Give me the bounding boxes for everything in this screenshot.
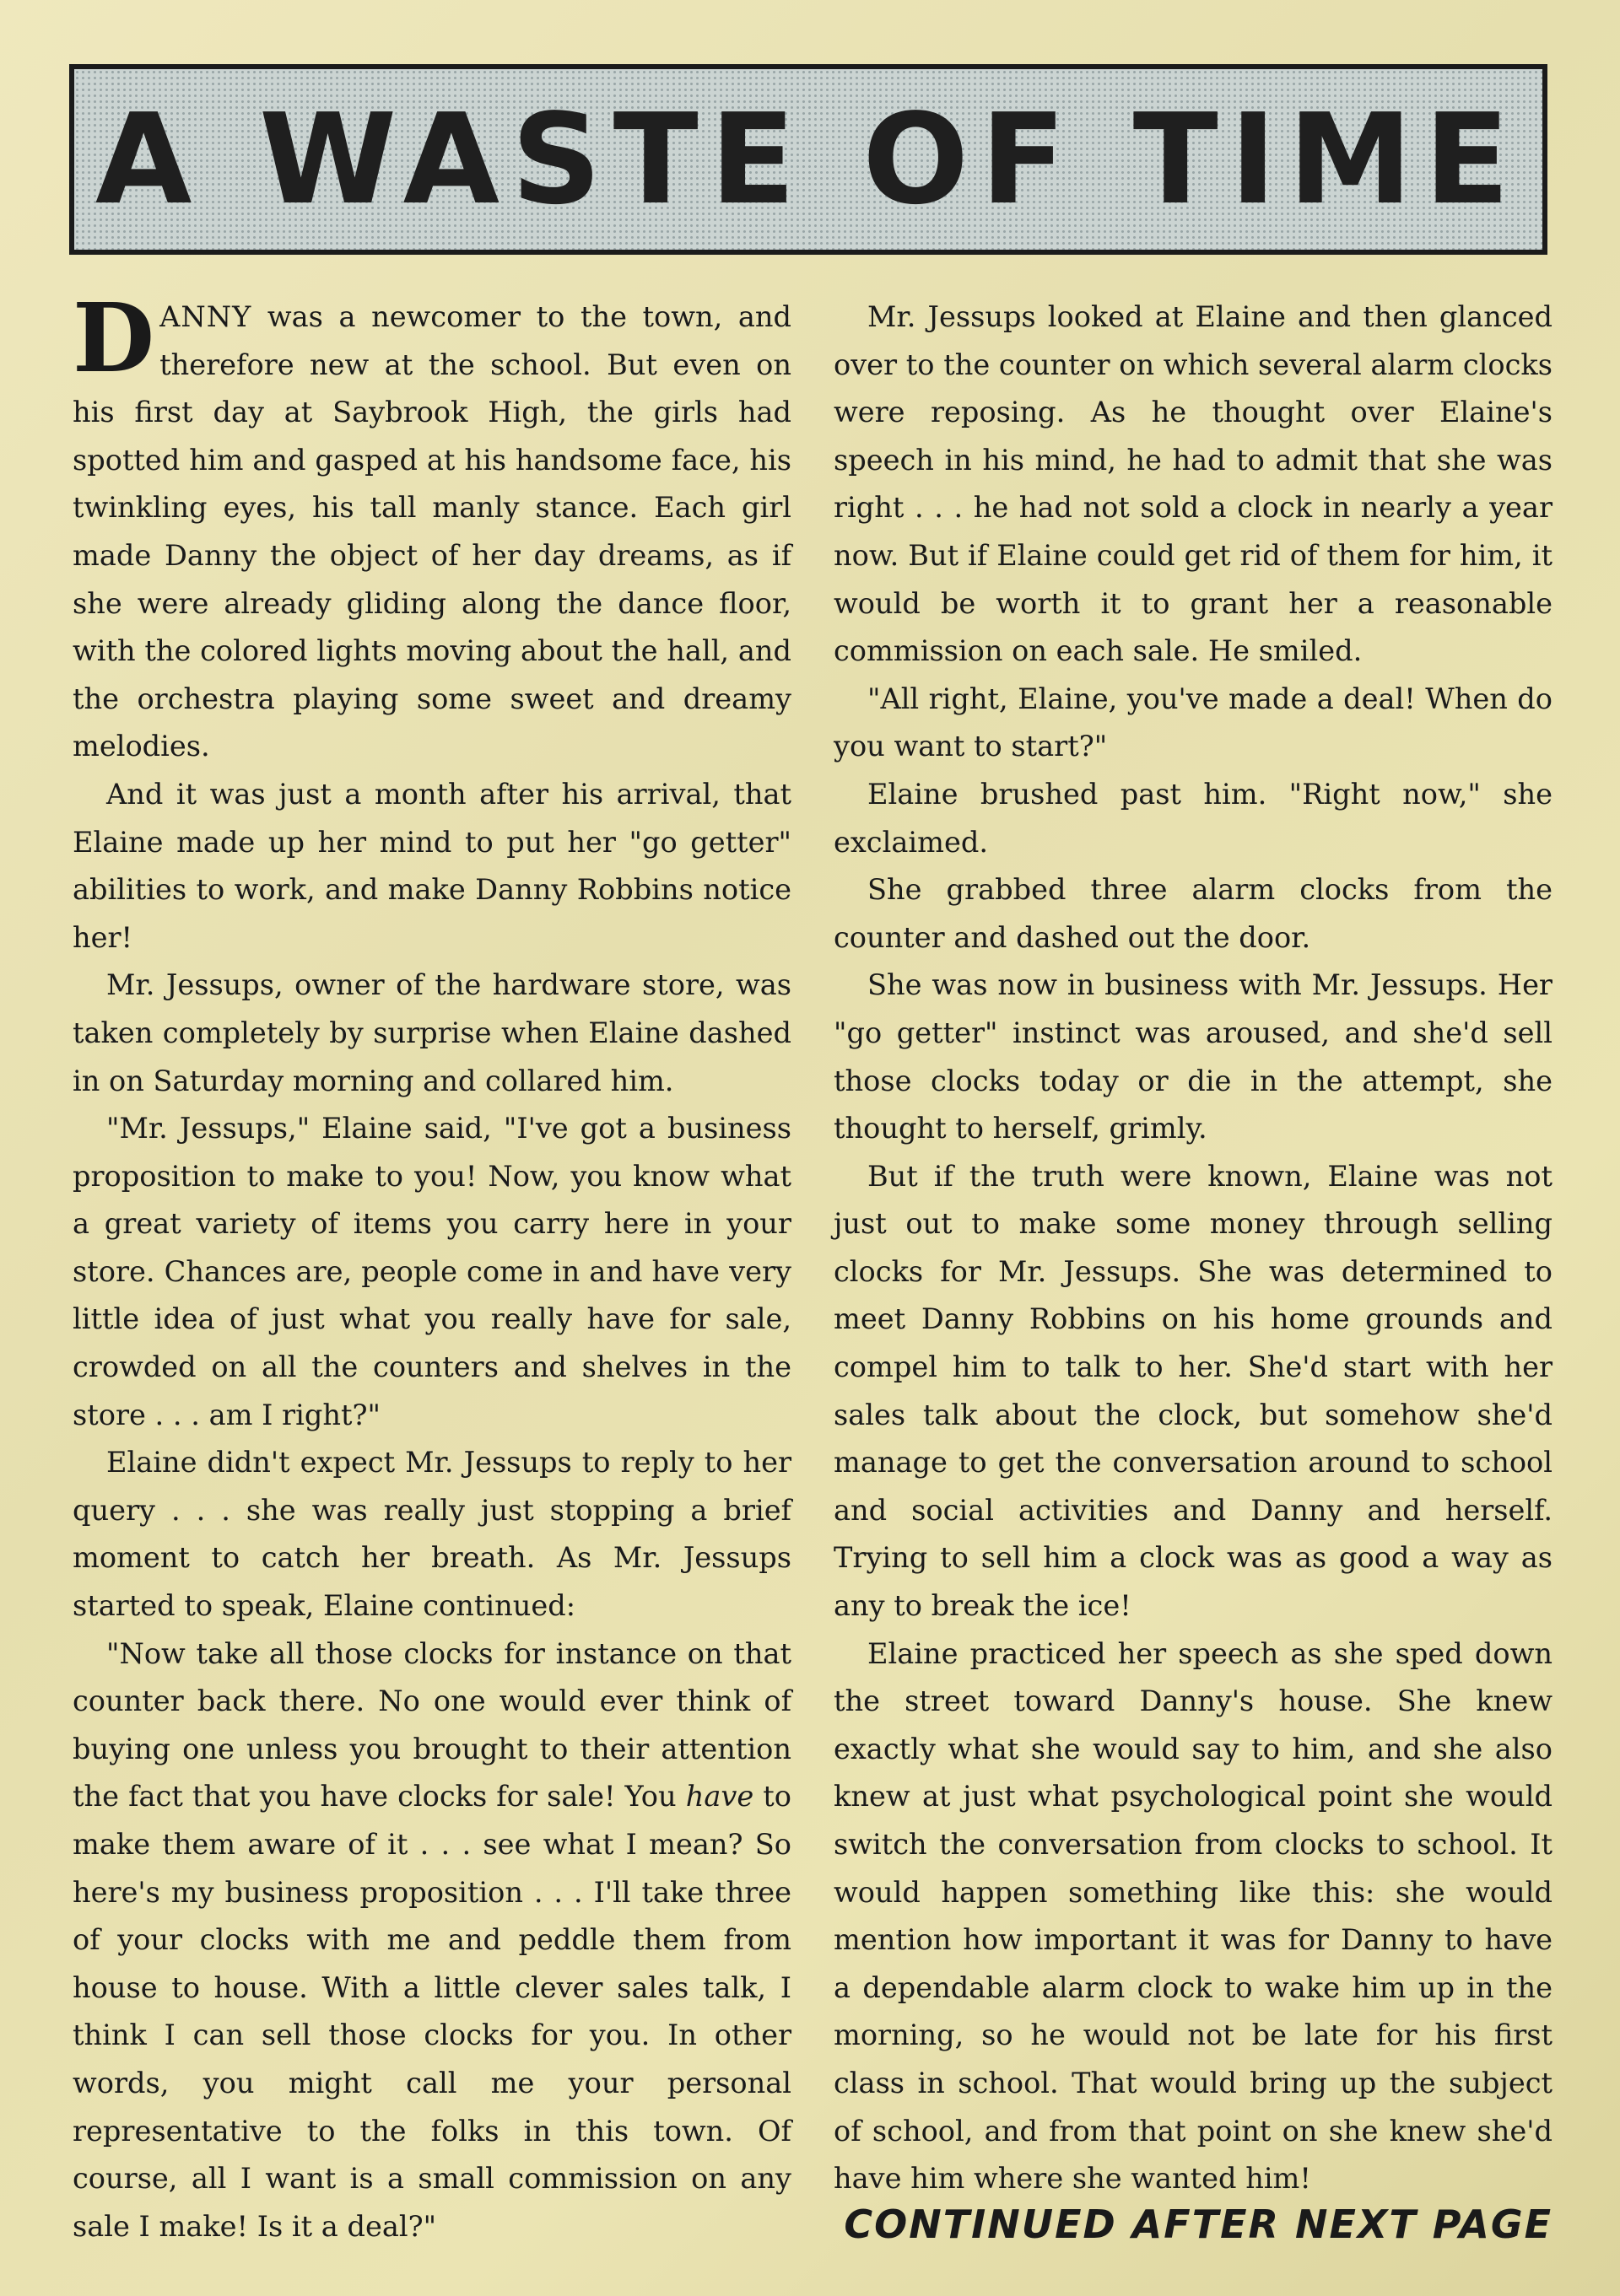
paragraph: And it was just a month after his arrival, that Elaine made up her mind to put her "go getter" abilities to work, and make Danny Robbins notice her! xyxy=(73,777,791,954)
paragraph-text: was a newcomer to the town, and therefore new at the school. But even on his first day at Saybrook High, the girls had spotted him and gasped at his handsome face, his twinkling eyes, his tall manly stance. Each girl made Danny the object of her day dreams, as if she were already gliding along the dance floor, with the colored lights moving about the hall, and the orchestra playing some sweet and dreamy melodies. xyxy=(73,300,791,763)
paragraph: But if the truth were known, Elaine was not just out to make some money through selling clocks for Mr. Jessups. She was determined to meet Danny Robbins on his home grounds and compel him to talk to her. She'd start with her sales talk about the clock, but somehow she'd manage to get the conversation around to school and social activities and Danny and herself. Trying to sell him a clock was as good a way as any to break the ice! xyxy=(834,1159,1552,1623)
paragraph: "All right, Elaine, you've made a deal! When do you want to start?" xyxy=(834,682,1552,763)
continued-footer: CONTINUED AFTER NEXT PAGE xyxy=(844,2202,1552,2247)
title-banner xyxy=(69,64,1547,255)
paragraph-text: "Now take all those clocks for instance on that counter back there. No one would ever think of buying one unless you brought to their attention the fact that you have clocks for sale! You xyxy=(73,1636,791,1814)
drop-cap: D xyxy=(73,283,155,394)
paragraph: Mr. Jessups looked at Elaine and then glanced over to the counter on which several alarm clocks were reposing. As he thought over Elaine's speech in his mind, he had to admit that she was right . . . he had not sold a clock in nearly a year now. But if Elaine could get rid of them for him, it would be worth it to grant her a reasonable commission on each sale. He smiled. xyxy=(834,300,1552,668)
paragraph-text: to make them aware of it . . . see what I mean? So here's my business proposition . . . I'll take three of your clocks with me and peddle them from house to house. With a little clever sales talk, I think I can sell those clocks for you. In other words, you might call me your personal representative to the folks in this town. Of course, all I want is a small commission on any sale I make! Is it a deal?" xyxy=(73,1780,791,2243)
paragraph: "Mr. Jessups," Elaine said, "I've got a business proposition to make to you! Now, you know what a great variety of items you carry here in your store. Chances are, people come in and have very little idea of just what you really have for sale, crowded on all the counters and shelves in the store . . . am I right?" xyxy=(73,1112,791,1431)
paragraph: Elaine brushed past him. "Right now," she exclaimed. xyxy=(834,777,1552,859)
first-word: ANNY xyxy=(159,300,252,333)
paragraph: Elaine didn't expect Mr. Jessups to reply to her query . . . she was really just stopping a brief moment to catch her breath. As Mr. Jessups started to speak, Elaine continued: xyxy=(73,1446,791,1623)
paragraph xyxy=(73,1630,791,2251)
paragraph xyxy=(73,283,791,771)
paragraph: Mr. Jessups, owner of the hardware store, was taken completely by surprise when Elaine dashed in on Saturday morning and collared him. xyxy=(73,968,791,1097)
emphasis-text: have xyxy=(685,1780,754,1814)
story-title: A WASTE OF TIME xyxy=(94,87,1522,232)
paragraph: She was now in business with Mr. Jessups. Her "go getter" instinct was aroused, and she'd sell those clocks today or die in the attempt, she thought to herself, grimly. xyxy=(834,968,1552,1145)
right-column xyxy=(834,294,1552,2203)
paragraph: Elaine practiced her speech as she sped down the street toward Danny's house. She knew exactly what she would say to him, and she also knew at just what psychological point she would switch the conversation from clocks to school. It would happen something like this: she would mention how important it was for Danny to have a dependable alarm clock to wake him up in the morning, so he would not be late for his first class in school. That would bring up the subject of school, and from that point on she knew she'd have him where she wanted him! xyxy=(834,1636,1552,2196)
left-column xyxy=(73,283,791,2250)
paragraph: She grabbed three alarm clocks from the counter and dashed out the door. xyxy=(834,873,1552,954)
